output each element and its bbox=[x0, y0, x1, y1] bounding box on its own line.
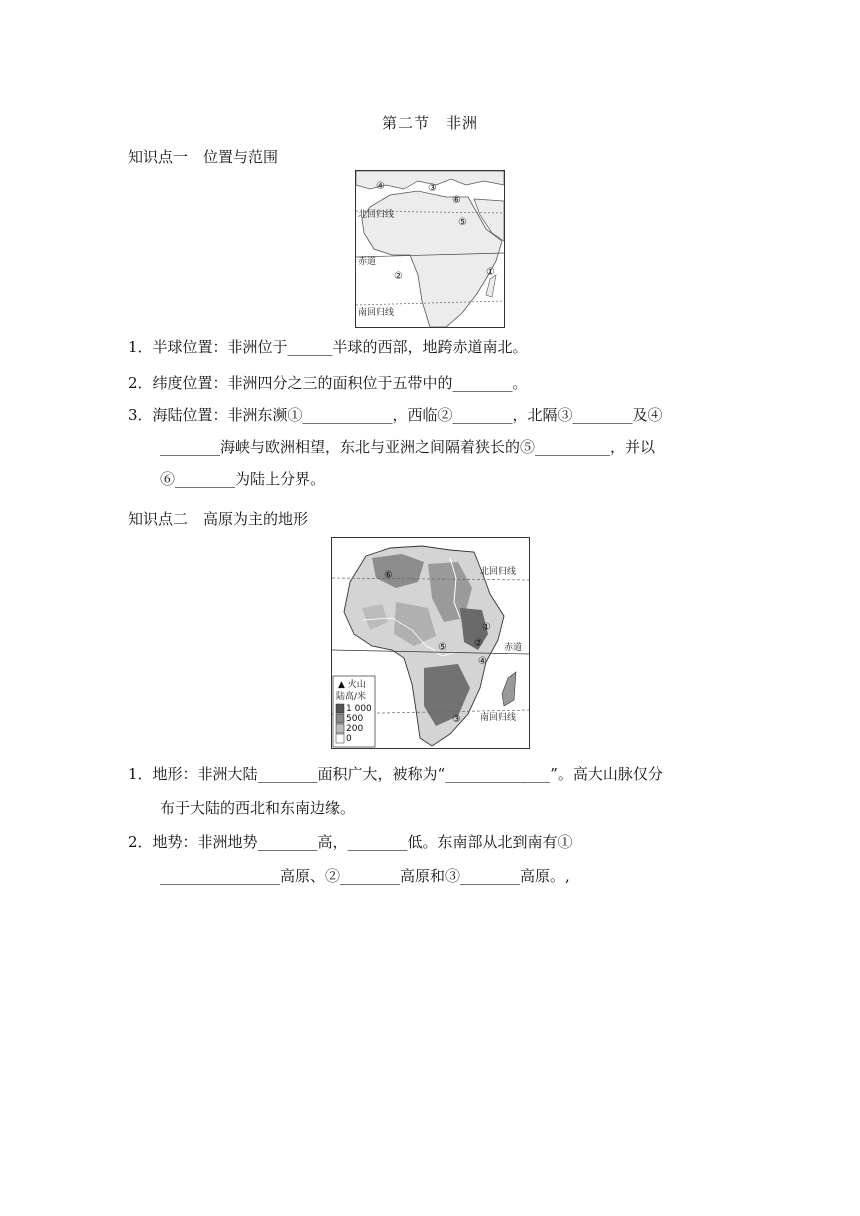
marker-1: ① bbox=[486, 267, 495, 278]
item-1-3: 3．海陆位置：非洲东濒①____________，西临②________，北隔③________及④ bbox=[128, 406, 663, 424]
marker-5: ⑤ bbox=[438, 642, 447, 653]
legend-level-500: 500 bbox=[346, 714, 364, 724]
marker-3: ③ bbox=[452, 714, 461, 725]
legend-level-0: 0 bbox=[346, 734, 352, 744]
marker-6: ⑥ bbox=[452, 195, 461, 206]
map-location bbox=[355, 170, 505, 328]
tropic-north-label: 北回归线 bbox=[358, 210, 395, 220]
item-1-2: 2．纬度位置：非洲四分之三的面积位于五带中的________。 bbox=[128, 374, 528, 392]
item-2-2: 2．地势：非洲地势________高，________低。东南部从北到南有① bbox=[128, 833, 573, 851]
tropic-north-label-2: 北回归线 bbox=[480, 567, 517, 577]
marker-4: ④ bbox=[376, 181, 385, 192]
equator-label: 赤道 bbox=[358, 257, 377, 267]
legend-volcano: ▲ 火山 bbox=[338, 680, 366, 690]
marker-5: ⑤ bbox=[458, 217, 467, 228]
section-heading-2: 知识点二 高原为主的地形 bbox=[128, 510, 309, 528]
section-heading-1: 知识点一 位置与范围 bbox=[128, 148, 279, 166]
item-2-1-cont: 布于大陆的西北和东南边缘。 bbox=[160, 799, 356, 817]
marker-4: ④ bbox=[478, 656, 487, 667]
tropic-south-label-2: 南回归线 bbox=[480, 713, 517, 723]
legend-level-200: 200 bbox=[346, 724, 364, 734]
legend-title: 陆高/米 bbox=[336, 692, 367, 702]
equator-label-2: 赤道 bbox=[504, 643, 523, 653]
item-2-1: 1．地形：非洲大陆________面积广大，被称为“______________”。高大山脉仅分 bbox=[128, 765, 663, 783]
item-1-3-end: ⑥________为陆上分界。 bbox=[160, 470, 326, 488]
marker-2: ② bbox=[474, 638, 483, 649]
item-1-3-cont: ________海峡与欧洲相望，东北与亚洲之间隔着狭长的⑤__________，并以 bbox=[160, 438, 656, 456]
page-title: 第二节 非洲 bbox=[381, 114, 478, 132]
tropic-south-label: 南回归线 bbox=[358, 308, 395, 318]
item-2-2-cont: ________________高原、②________高原和③________高原。, bbox=[160, 867, 570, 885]
marker-1: ① bbox=[482, 622, 491, 633]
marker-6: ⑥ bbox=[384, 570, 393, 581]
item-1-1: 1．半球位置：非洲位于______半球的西部，地跨赤道南北。 bbox=[128, 338, 528, 356]
marker-3: ③ bbox=[428, 183, 437, 194]
marker-2: ② bbox=[394, 271, 403, 282]
legend-level-1000: 1 000 bbox=[346, 704, 372, 714]
map-terrain bbox=[331, 537, 530, 749]
